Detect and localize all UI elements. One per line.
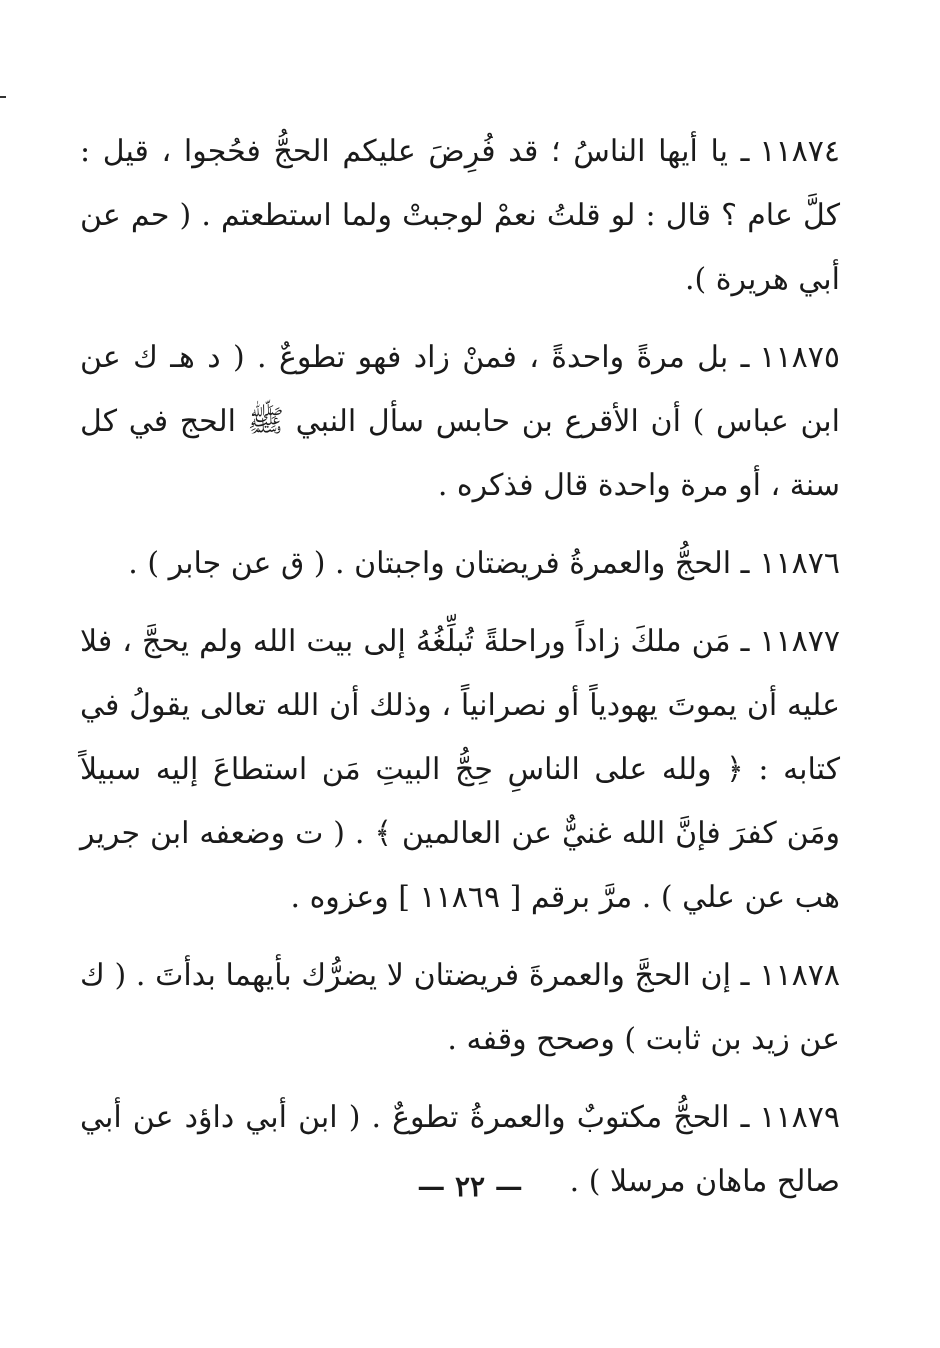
margin-mark [0,96,6,98]
hadith-entry-11877 [80,610,840,930]
entry-number: ١١٨٧٤ [759,134,840,169]
entry-number: ١١٨٧٨ [759,958,840,993]
entry-number: ١١٨٧٥ [759,340,840,375]
entry-text: ـ بل مرةً واحدةً ، فمنْ زاد فهو تطوعٌ . ( د هـ ك عن ابن عباس ) أن الأقرع بن حابس سأل النبي ﷺ الحج في كل سنة ، أو مرة واحدة قال فذكره . [80,340,840,503]
hadith-text-block [80,120,840,1228]
entry-number: ١١٨٧٧ [759,624,840,659]
entry-text: ـ يا أيها الناسُ ؛ قد فُرِضَ عليكم الحجُّ فحُجوا ، قيل : كلَّ عام ؟ قال : لو قلتُ نعمْ لوجبتْ ولما استطعتم . ( حم عن أبي هريرة ). [80,134,840,297]
hadith-entry-11874 [80,120,840,312]
page-number: — ٢٢ — [417,1170,523,1203]
hadith-entry-11878 [80,944,840,1072]
entry-number: ١١٨٧٦ [759,546,840,581]
hadith-entry-11876 [80,532,840,596]
entry-text: ـ مَن ملكَ زاداً وراحلةً تُبلِّغُهُ إلى بيت الله ولم يحجَّ ، فلا عليه أن يموتَ يهودياً أو نصرانياً ، وذلك أن الله تعالى يقولُ في كتابه : ﴿ ولله على الناسِ حِجُّ البيتِ مَن استطاعَ إليه سبيلاً ومَن كفرَ فإنَّ الله غنيٌّ عن العالمين ﴾ . ( ت وضعفه ابن جرير هب عن علي ) . مرَّ برقم [ ١١٨٦٩ ] وعزوه . [80,624,840,915]
entry-text: ـ الحجُّ والعمرةُ فريضتان واجبتان . ( ق عن جابر ) . [128,546,750,581]
entry-text: ـ إن الحجَّ والعمرةَ فريضتان لا يضرُّك بأيهما بدأتَ . ( ك عن زيد بن ثابت ) وصحح وقفه . [80,958,840,1057]
entry-text: ـ الحجُّ مكتوبٌ والعمرةُ تطوعٌ . ( ابن أبي داؤد عن أبي صالح ماهان مرسلا ) . [80,1100,840,1199]
entry-number: ١١٨٧٩ [759,1100,840,1135]
hadith-entry-11875 [80,326,840,518]
